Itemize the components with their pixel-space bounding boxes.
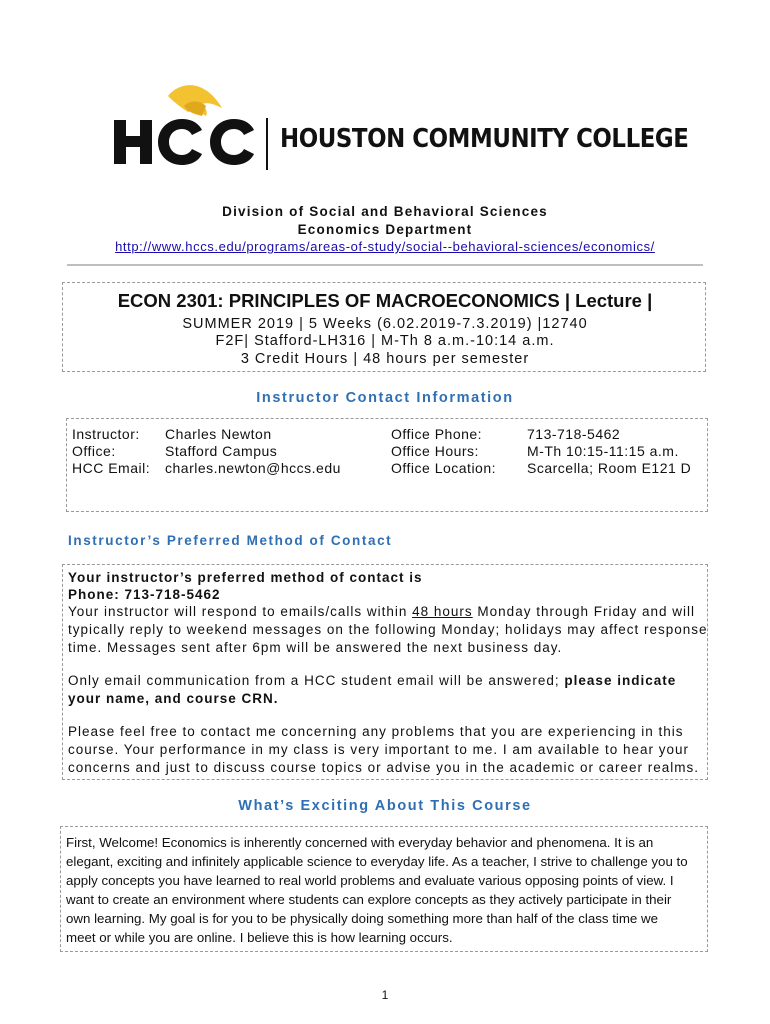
office-hours: M-Th 10:15-11:15 a.m. <box>527 443 679 459</box>
contact-heading: Instructor Contact Information <box>256 390 514 406</box>
exciting-heading: What’s Exciting About This Course <box>238 798 532 814</box>
office-label: Office: <box>72 443 116 459</box>
contact-invite-line3: concerns and just to discuss course topics or advise you in the academic or career realms. <box>68 760 700 775</box>
contact-invite-line2: course. Your performance in my class is very important to me. I am available to hear your <box>68 742 689 757</box>
exciting-line4: want to create an environment where students can explore concepts as they actively participate in their <box>66 892 672 907</box>
exciting-line1: First, Welcome! Economics is inherently concerned with everyday behavior and phenomena. It is an <box>66 835 654 850</box>
response-text-b: Monday through Friday and will <box>472 604 696 619</box>
hcc-logo <box>110 78 270 178</box>
instructor-label: Instructor: <box>72 426 140 442</box>
preferred-method: Your instructor’s preferred method of contact is <box>68 570 423 585</box>
department-link[interactable]: http://www.hccs.edu/programs/areas-of-study/social--behavioral-sciences/economics/ <box>115 239 655 254</box>
email-label: HCC Email: <box>72 460 151 476</box>
response-text-a: Your instructor will respond to emails/calls within <box>68 604 413 619</box>
email-policy-bold: please indicate <box>564 673 677 688</box>
course-schedule: F2F| Stafford-LH316 | M-Th 8 a.m.-10:14 a.m. <box>215 333 555 349</box>
course-term: SUMMER 2019 | 5 Weeks (6.02.2019-7.3.2019) |12740 <box>182 316 588 332</box>
preferred-heading: Instructor’s Preferred Method of Contact <box>68 533 393 548</box>
office-hours-label: Office Hours: <box>391 443 479 459</box>
college-name: HOUSTON COMMUNITY COLLEGE <box>280 124 689 154</box>
response-time-line3: time. Messages sent after 6pm will be answered the next business day. <box>68 640 563 655</box>
email-policy-line2: your name, and course CRN. <box>68 691 279 706</box>
office-campus: Stafford Campus <box>165 443 278 459</box>
exciting-line5: own learning. My goal is for you to be physically doing something more than half of the class time we <box>66 911 659 926</box>
page-number: 1 <box>381 988 389 1002</box>
office-location-label: Office Location: <box>391 460 497 476</box>
email-policy-text: Only email communication from a HCC student email will be answered; <box>68 673 565 688</box>
eagle-icon <box>168 85 222 116</box>
instructor-name: Charles Newton <box>165 426 272 442</box>
exciting-line3: apply concepts you have learned to real world problems and evaluate various opposing points of view. I <box>66 873 674 888</box>
division-title: Division of Social and Behavioral Sciences <box>222 204 548 219</box>
department-title: Economics Department <box>297 222 473 237</box>
response-time-line2: typically reply to weekend messages on the following Monday; holidays may affect response <box>68 622 708 637</box>
logo-divider <box>266 118 268 170</box>
course-hours: 3 Credit Hours | 48 hours per semester <box>240 351 530 367</box>
preferred-phone: Phone: 713-718-5462 <box>68 587 221 602</box>
course-title: ECON 2301: PRINCIPLES OF MACROECONOMICS | Lecture | <box>117 290 653 311</box>
exciting-line2: elegant, exciting and infinitely applicable science to everyday life. As a teacher, I strive to challenge you to <box>66 854 688 869</box>
office-phone: 713-718-5462 <box>527 426 621 442</box>
office-location: Scarcella; Room E121 D <box>527 460 692 476</box>
header-divider <box>67 264 703 266</box>
contact-invite-line1: Please feel free to contact me concerning any problems that you are experiencing in this <box>68 724 684 739</box>
response-hours: 48 hours <box>412 604 473 619</box>
exciting-line6: meet or while you are online. I believe this is how learning occurs. <box>66 930 453 945</box>
office-phone-label: Office Phone: <box>391 426 483 442</box>
email-policy-line1 <box>68 672 708 690</box>
response-time-line1 <box>68 603 708 621</box>
instructor-email[interactable]: charles.newton@hccs.edu <box>165 460 341 476</box>
